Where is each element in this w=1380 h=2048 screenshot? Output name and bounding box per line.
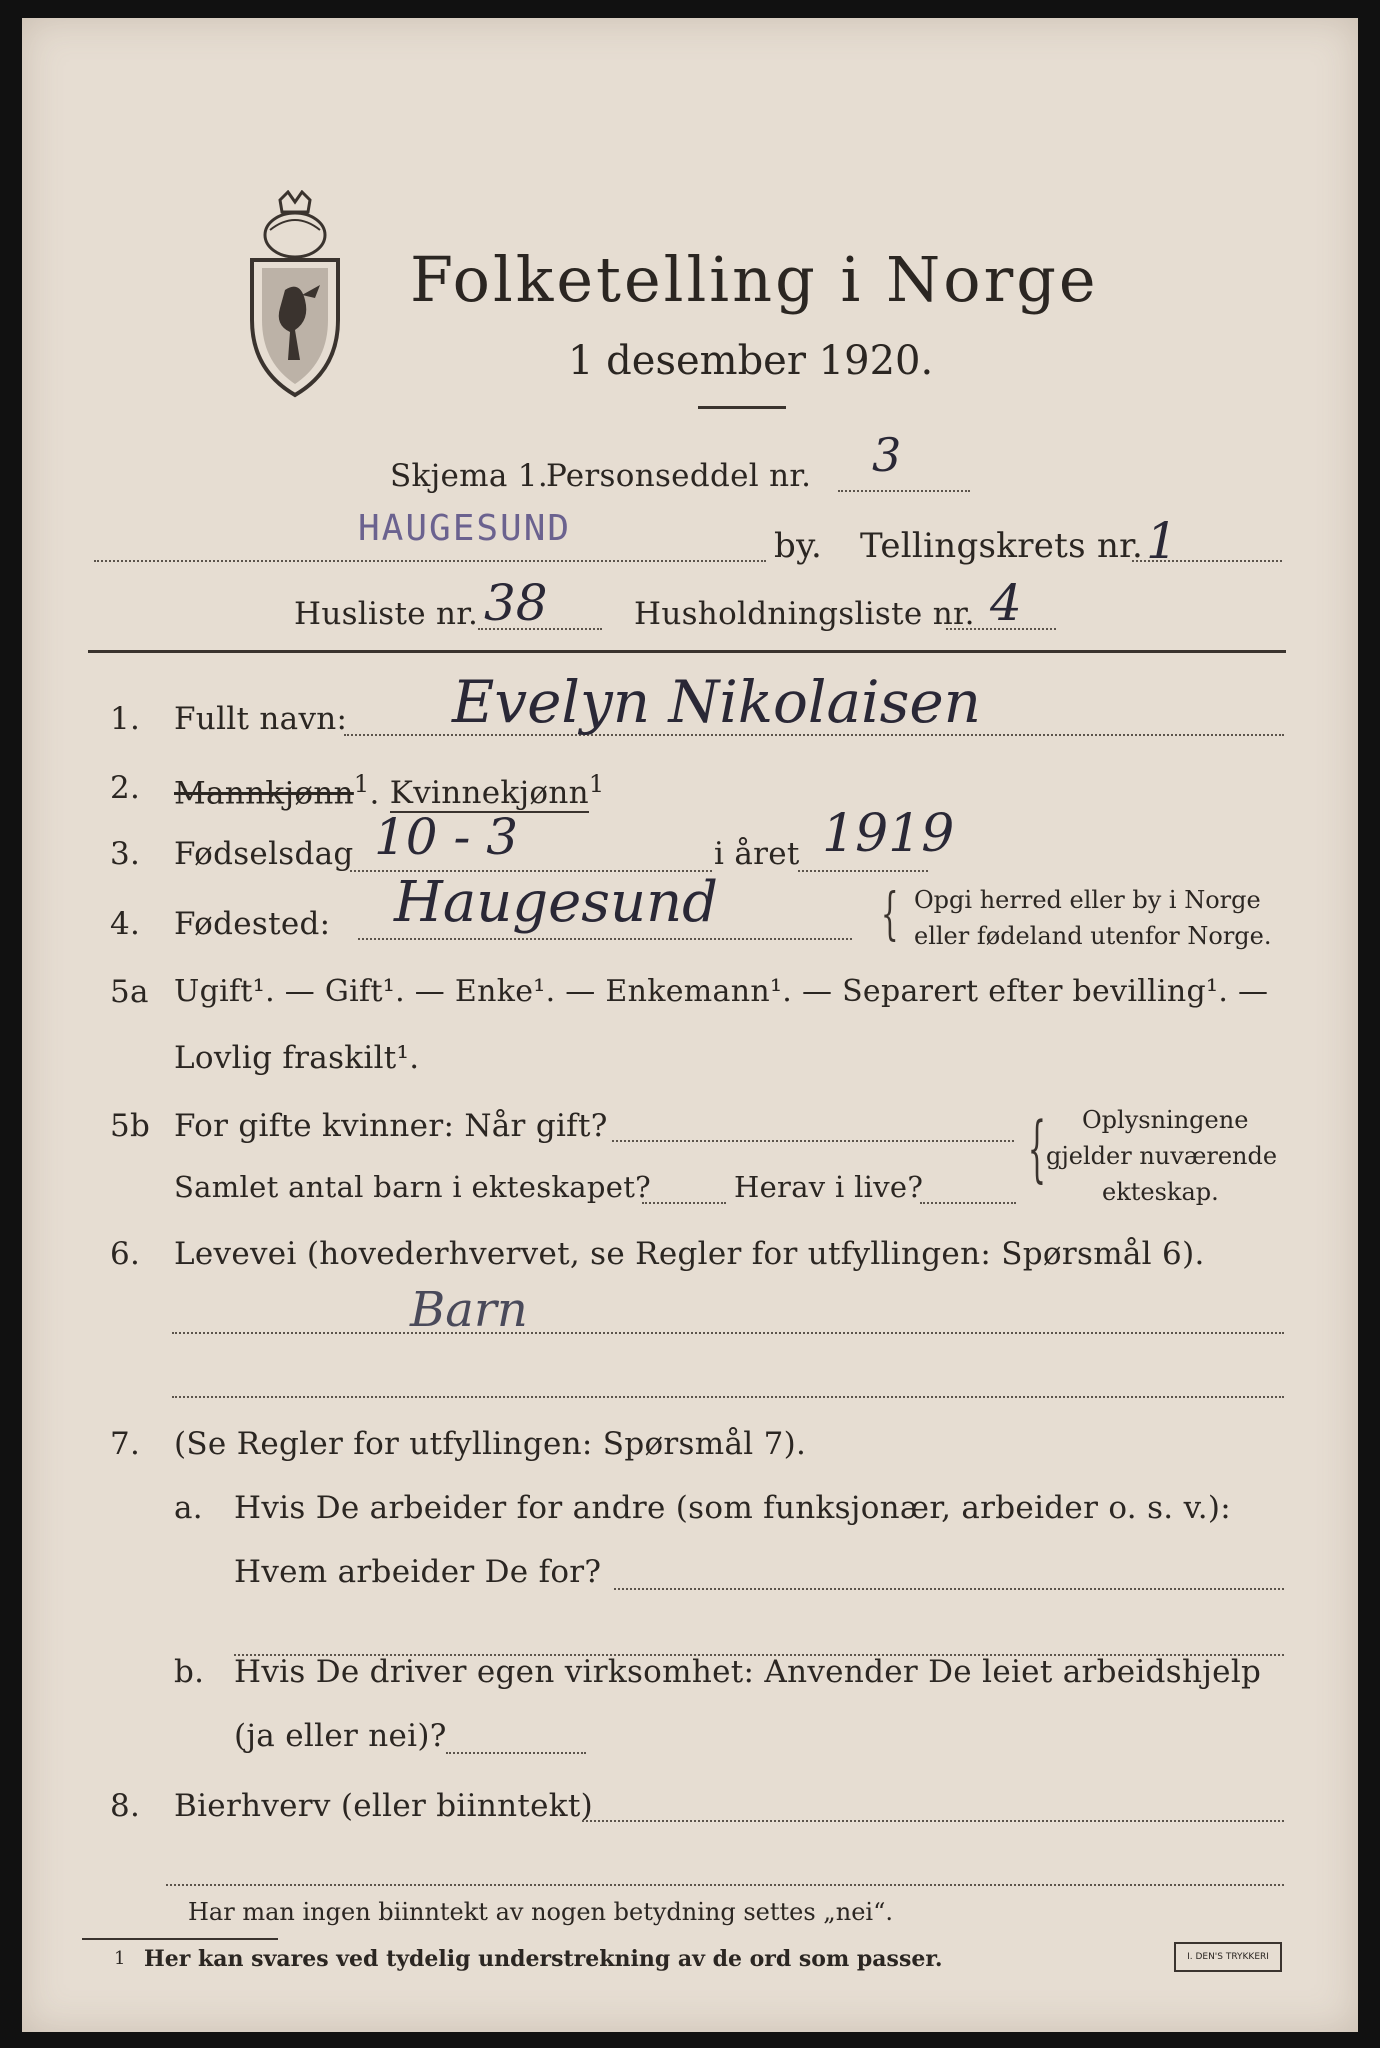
- q3-label: Fødselsdag: [174, 836, 354, 872]
- footnote-number: 1: [114, 1948, 126, 1969]
- q7b-question: Hvis De driver egen virksomhet: Anvender De leiet arbeidshjelp: [234, 1654, 1262, 1690]
- place-stamp: HAUGESUND: [358, 508, 572, 549]
- by-label: by.: [774, 526, 823, 566]
- husholdning-value[interactable]: 4: [990, 574, 1022, 632]
- husholdning-label: Husholdningsliste nr.: [634, 596, 975, 632]
- q5b-alive-label: Herav i live?: [734, 1170, 924, 1204]
- q7a-number: a.: [174, 1490, 203, 1526]
- form-title: Folketelling i Norge: [410, 243, 1099, 316]
- q8-note: Har man ingen biinntekt av nogen betydning settes „nei“.: [188, 1898, 893, 1926]
- personseddel-value[interactable]: 3: [872, 428, 902, 482]
- q4-note-line2: eller fødeland utenfor Norge.: [914, 922, 1272, 950]
- q3-year-label: i året: [714, 836, 800, 872]
- q6-number: 6.: [110, 1236, 141, 1272]
- q5a-divorced-option[interactable]: Lovlig fraskilt¹.: [174, 1040, 420, 1076]
- census-form: Folketelling i Norge 1 desember 1920. Skjema 1. Personseddel nr. 3 HAUGESUND by. Tellingskrets nr. 1 Husliste nr. 38 Husholdningsliste nr. 4 1. Fullt navn: Evelyn Nikolaisen 2. Mannkjønn$^1$. Kvinnekjønn$^1$ 3. Fødselsdag 10 - 3 i året 1919 4. Fødested: Haugesund { Opgi herred eller by i Norge eller fødeland utenfor Norge. 5a Ugift¹. — Gift¹. — Enke¹. — Enkemann¹. — Separert efter bevilling¹. — Lovlig fraskilt¹. 5b For gifte kvinner: Når gift? Samlet antal barn i ekteskapet? Herav i live? { Oplysningene gjelder nuværende ekteskap. 6. Levevei (hovederhvervet, se Regler for utfyllingen: Spørsmål 6). Barn 7. (Se Regler for utfyllingen: Spørsmål 7). a. Hvis De arbeider for andre (som funksjonær, arbeider o. s. v.): Hvem arbeider De for? b. Hvis De driver egen virksomhet: Anvender De leiet arbeidshjelp (ja eller nei)? 8. Bierhverv (eller biinntekt) Har man ingen biinntekt av nogen betydning settes „nei“. 1 Her kan svares ved tydelig understrekning av de ord som passer. I. DEN'S TRYKKERI: [22, 18, 1358, 2032]
- q7-number: 7.: [110, 1426, 141, 1462]
- q4-label: Fødested:: [174, 906, 331, 942]
- schema-label: Skjema 1.: [390, 458, 548, 494]
- q3-birth-date[interactable]: 10 - 3: [374, 808, 519, 866]
- q6-occupation[interactable]: Barn: [410, 1282, 528, 1338]
- q8-label: Bierhverv (eller biinntekt): [174, 1788, 594, 1824]
- q7-label: (Se Regler for utfyllingen: Spørsmål 7).: [174, 1426, 807, 1462]
- printer-mark: I. DEN'S TRYKKERI: [1174, 1942, 1282, 1972]
- q6-label: Levevei (hovederhvervet, se Regler for utfyllingen: Spørsmål 6).: [174, 1236, 1205, 1272]
- coat-of-arms-icon: [240, 190, 350, 400]
- q1-label: Fullt navn:: [174, 701, 348, 737]
- q5b-children-label: Samlet antal barn i ekteskapet?: [174, 1170, 651, 1204]
- q3-birth-year[interactable]: 1919: [822, 804, 955, 864]
- title-divider: [698, 406, 786, 409]
- q2-sex-options: Mannkjønn$^1$. Kvinnekjønn$^1$: [174, 770, 605, 812]
- q5b-number: 5b: [110, 1108, 151, 1144]
- husliste-value[interactable]: 38: [484, 574, 548, 632]
- personseddel-label: Personseddel nr.: [546, 458, 812, 494]
- q4-number: 4.: [110, 906, 141, 942]
- q4-birthplace[interactable]: Haugesund: [394, 870, 718, 935]
- q5b-note-line3: ekteskap.: [1102, 1178, 1219, 1206]
- tellingskrets-label: Tellingskrets nr.: [860, 526, 1144, 566]
- q7b-number: b.: [174, 1654, 205, 1690]
- q3-number: 3.: [110, 836, 141, 872]
- q7a-question: Hvis De arbeider for andre (som funksjonær, arbeider o. s. v.):: [234, 1490, 1232, 1526]
- q2-female-option[interactable]: Kvinnekjønn: [389, 775, 589, 812]
- q1-number: 1.: [110, 701, 141, 737]
- q8-number: 8.: [110, 1788, 141, 1824]
- q5b-when-married-label: For gifte kvinner: Når gift?: [174, 1108, 608, 1144]
- census-date: 1 desember 1920.: [568, 338, 934, 384]
- q7a-employer-label: Hvem arbeider De for?: [234, 1554, 602, 1590]
- tellingskrets-value[interactable]: 1: [1146, 512, 1178, 570]
- q5a-number: 5a: [110, 974, 149, 1010]
- q1-full-name[interactable]: Evelyn Nikolaisen: [452, 668, 982, 736]
- footnote-divider: [82, 1938, 278, 1940]
- header-divider: [88, 650, 1286, 653]
- q5b-note-line2: gjelder nuværende: [1046, 1142, 1278, 1170]
- q2-number: 2.: [110, 770, 141, 806]
- husliste-label: Husliste nr.: [294, 596, 479, 632]
- q5a-marital-options[interactable]: Ugift¹. — Gift¹. — Enke¹. — Enkemann¹. — Separert efter bevilling¹. —: [174, 974, 1269, 1009]
- footnote-text: Her kan svares ved tydelig understrekning av de ord som passer.: [144, 1946, 943, 1972]
- q4-note-line1: Opgi herred eller by i Norge: [914, 886, 1261, 914]
- q7b-answer-label: (ja eller nei)?: [234, 1718, 447, 1754]
- q2-male-option[interactable]: Mannkjønn: [174, 775, 354, 812]
- q5b-note-line1: Oplysningene: [1082, 1106, 1249, 1134]
